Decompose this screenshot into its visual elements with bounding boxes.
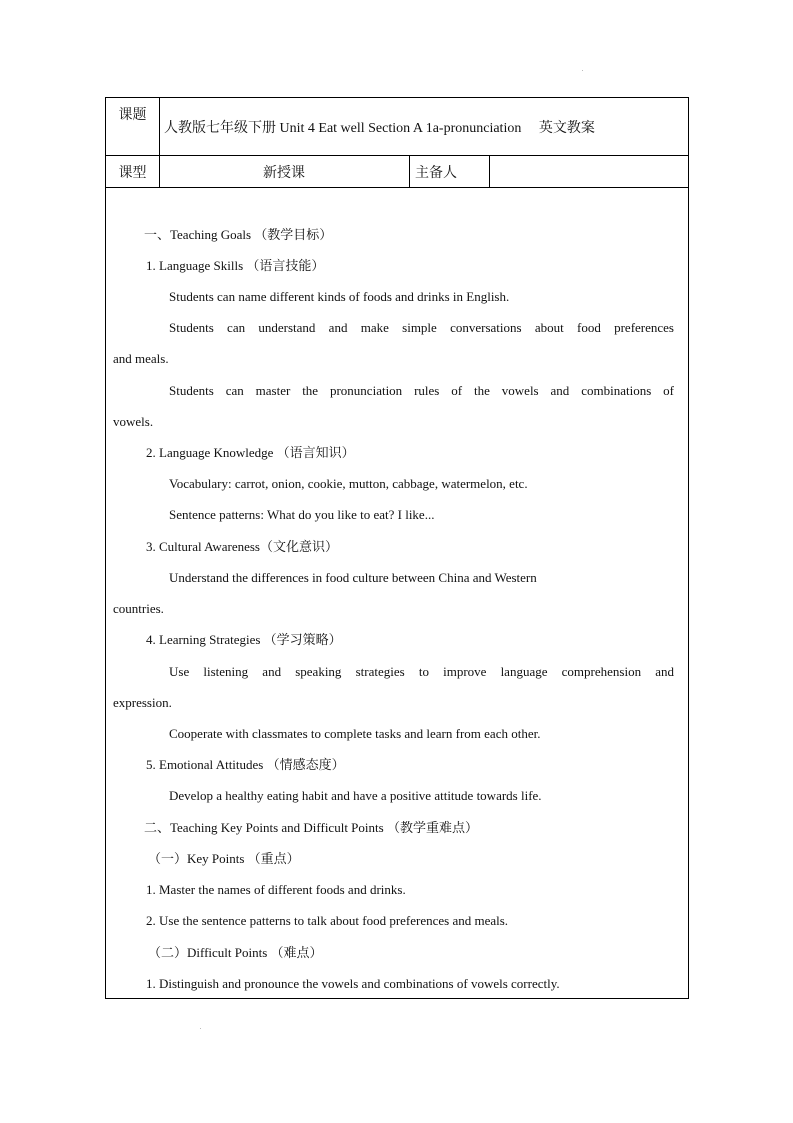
paragraph-line: Vocabulary: carrot, onion, cookie, mutton, cabbage, watermelon, etc. bbox=[169, 476, 528, 491]
subsection-heading: 1. Language Skills （语言技能） bbox=[146, 258, 325, 273]
list-item: 1. Master the names of different foods and drinks. bbox=[146, 882, 406, 897]
section-heading: 二、Teaching Key Points and Difficult Points （教学重难点） bbox=[144, 820, 478, 835]
paragraph-line: Students can master the pronunciation rules of the vowels and combinations of bbox=[169, 383, 674, 398]
subsection-heading: 2. Language Knowledge （语言知识） bbox=[146, 445, 355, 460]
subsection-heading: 3. Cultural Awareness（文化意识） bbox=[146, 539, 338, 554]
subsection-heading: （二）Difficult Points （难点） bbox=[148, 945, 323, 960]
paragraph-line: Develop a healthy eating habit and have a positive attitude towards life. bbox=[169, 788, 542, 803]
section-heading: 一、Teaching Goals （教学目标） bbox=[144, 227, 333, 242]
lesson-plan-table bbox=[105, 97, 689, 999]
paragraph-line: Use listening and speaking strategies to improve language comprehension and bbox=[169, 664, 674, 679]
subsection-heading: 5. Emotional Attitudes （情感态度） bbox=[146, 757, 345, 772]
paragraph-line: vowels. bbox=[113, 414, 154, 429]
paragraph-line: Students can name different kinds of foods and drinks in English. bbox=[169, 289, 510, 304]
title-row bbox=[106, 98, 688, 156]
type-label: 课型 bbox=[118, 165, 147, 181]
scan-dot bbox=[582, 70, 583, 71]
paragraph-line: countries. bbox=[113, 601, 164, 616]
lesson-content bbox=[106, 188, 688, 998]
type-value: 新授课 bbox=[263, 165, 305, 181]
subsection-heading: （一）Key Points （重点） bbox=[148, 851, 300, 866]
subsection-heading: 4. Learning Strategies （学习策略） bbox=[146, 632, 342, 647]
paragraph-line: Understand the differences in food culture between China and Western bbox=[169, 570, 537, 585]
scan-dot bbox=[200, 1028, 201, 1029]
paragraph-line: Cooperate with classmates to complete tasks and learn from each other. bbox=[169, 726, 541, 741]
list-item: 1. Distinguish and pronounce the vowels and combinations of vowels correctly. bbox=[146, 976, 560, 991]
column-divider bbox=[159, 98, 160, 155]
type-row bbox=[106, 156, 688, 188]
title-label: 课题 bbox=[118, 108, 147, 123]
title-value: 人教版七年级下册 Unit 4 Eat well Section A 1a-pronunciation 英文教案 bbox=[164, 120, 595, 136]
preparer-value bbox=[489, 156, 688, 187]
paragraph-line: and meals. bbox=[113, 351, 169, 366]
list-item: 2. Use the sentence patterns to talk about food preferences and meals. bbox=[146, 913, 509, 928]
paragraph-line: expression. bbox=[113, 695, 172, 710]
paragraph-line: Sentence patterns: What do you like to eat? I like... bbox=[169, 507, 435, 522]
paragraph-line: Students can understand and make simple conversations about food preferences bbox=[169, 320, 674, 335]
preparer-label: 主备人 bbox=[415, 165, 457, 181]
